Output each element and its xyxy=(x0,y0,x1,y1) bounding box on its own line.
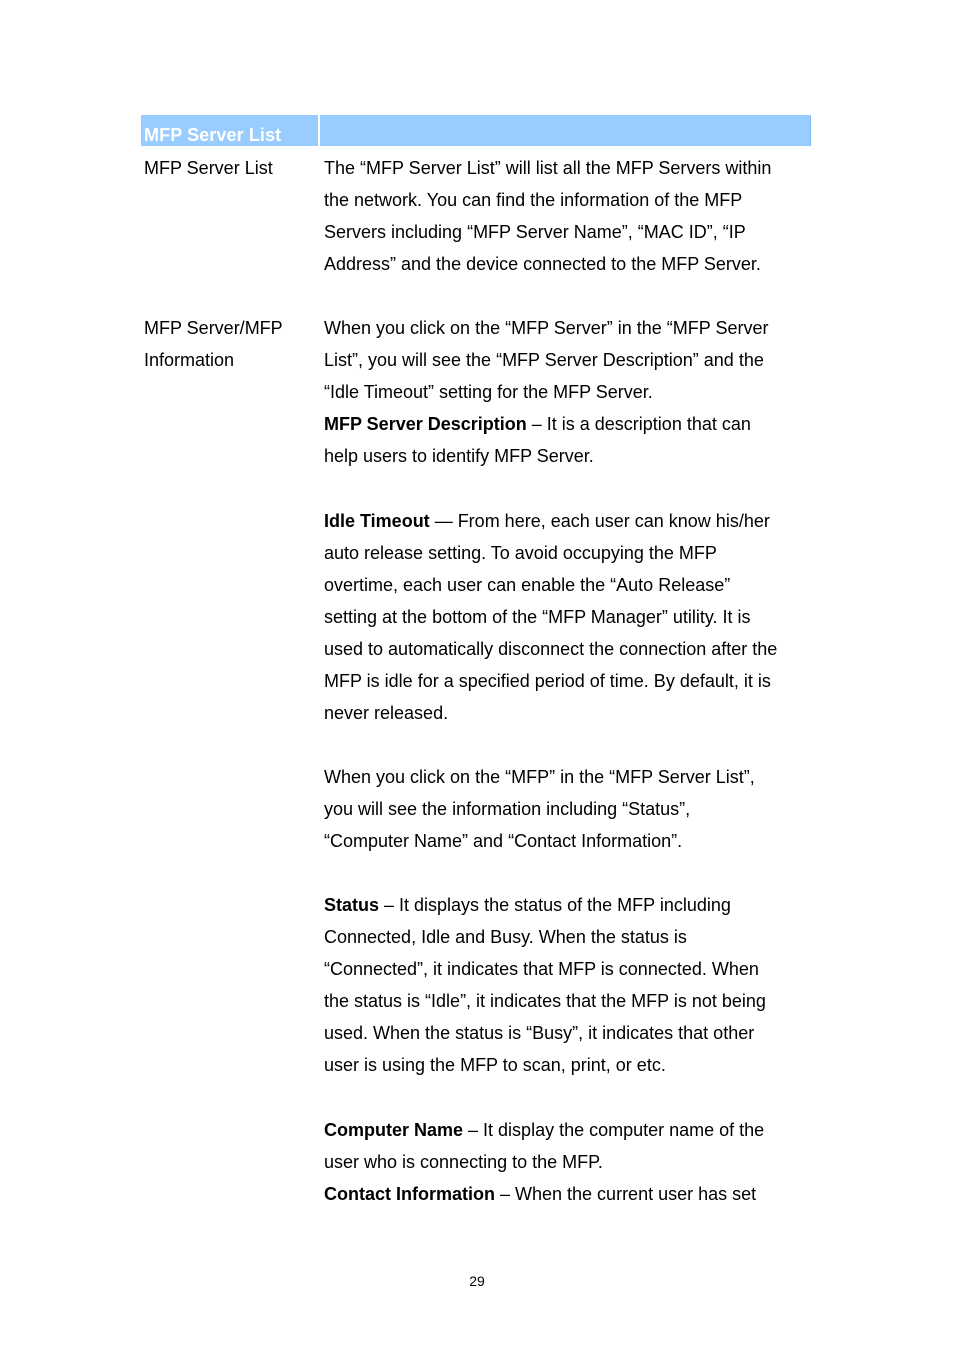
body-line: Servers including “MFP Server Name”, “MAC ID”, “IP xyxy=(324,222,746,242)
mfp-server-intro xyxy=(324,312,814,472)
idle-timeout-first-line xyxy=(324,505,814,537)
label-line: Information xyxy=(144,350,235,370)
header-column-divider xyxy=(318,115,320,146)
computer-name-block xyxy=(324,1114,814,1210)
section-title: MFP Server List xyxy=(144,125,282,145)
idle-timeout-text: — From here, each user can know his/her xyxy=(429,511,770,531)
mfp-intro-block xyxy=(324,761,814,857)
body-line: When you click on the “MFP Server” in the “MFP Server xyxy=(324,318,769,338)
status-first-line xyxy=(324,889,814,921)
body-line: never released. xyxy=(324,703,449,723)
body-line: you will see the information including “Status”, xyxy=(324,799,691,819)
body-line: The “MFP Server List” will list all the MFP Servers within xyxy=(324,158,772,178)
computer-name-text: – It display the computer name of the xyxy=(463,1120,765,1140)
row-label-mfp-server-list xyxy=(144,152,273,184)
status-term: Status xyxy=(324,895,380,915)
contact-information-first-line xyxy=(324,1178,814,1210)
body-line: Address” and the device connected to the MFP Server. xyxy=(324,254,761,274)
status-text: – It displays the status of the MFP including xyxy=(379,895,731,915)
body-line: Connected, Idle and Busy. When the status is xyxy=(324,927,687,947)
body-line: the network. You can find the information of the MFP xyxy=(324,190,743,210)
description-term: MFP Server Description xyxy=(324,414,527,434)
computer-name-first-line xyxy=(324,1114,814,1146)
row-body-mfp-server-list xyxy=(324,152,814,280)
body-line: help users to identify MFP Server. xyxy=(324,446,594,466)
body-line: overtime, each user can enable the “Auto Release” xyxy=(324,575,731,595)
body-line: used to automatically disconnect the connection after the xyxy=(324,639,778,659)
body-line: user is using the MFP to scan, print, or etc. xyxy=(324,1055,666,1075)
body-line: “Connected”, it indicates that MFP is connected. When xyxy=(324,959,759,979)
label-line: MFP Server/MFP xyxy=(144,318,283,338)
status-block xyxy=(324,889,814,1081)
contact-information-text: – When the current user has set xyxy=(495,1184,757,1204)
body-line: MFP is idle for a specified period of time. By default, it is xyxy=(324,671,771,691)
description-text: – It is a description that can xyxy=(526,414,751,434)
table-header-bar xyxy=(141,115,811,146)
body-line: “Idle Timeout” setting for the MFP Server. xyxy=(324,382,653,402)
page-number: 29 xyxy=(469,1273,485,1289)
body-line: user who is connecting to the MFP. xyxy=(324,1152,603,1172)
computer-name-term: Computer Name xyxy=(324,1120,464,1140)
body-line: “Computer Name” and “Contact Information”. xyxy=(324,831,683,851)
body-line: setting at the bottom of the “MFP Manager” utility. It is xyxy=(324,607,751,627)
label-line: MFP Server List xyxy=(144,158,273,178)
body-line: the status is “Idle”, it indicates that the MFP is not being xyxy=(324,991,766,1011)
body-line: auto release setting. To avoid occupying the MFP xyxy=(324,543,717,563)
idle-timeout-block xyxy=(324,505,814,729)
body-line: When you click on the “MFP” in the “MFP Server List”, xyxy=(324,767,755,787)
idle-timeout-term: Idle Timeout xyxy=(324,511,430,531)
contact-information-term: Contact Information xyxy=(324,1184,495,1204)
body-line: used. When the status is “Busy”, it indicates that other xyxy=(324,1023,755,1043)
body-line: List”, you will see the “MFP Server Description” and the xyxy=(324,350,764,370)
row-label-mfp-server-information xyxy=(144,312,283,376)
description-first-line xyxy=(324,408,814,440)
